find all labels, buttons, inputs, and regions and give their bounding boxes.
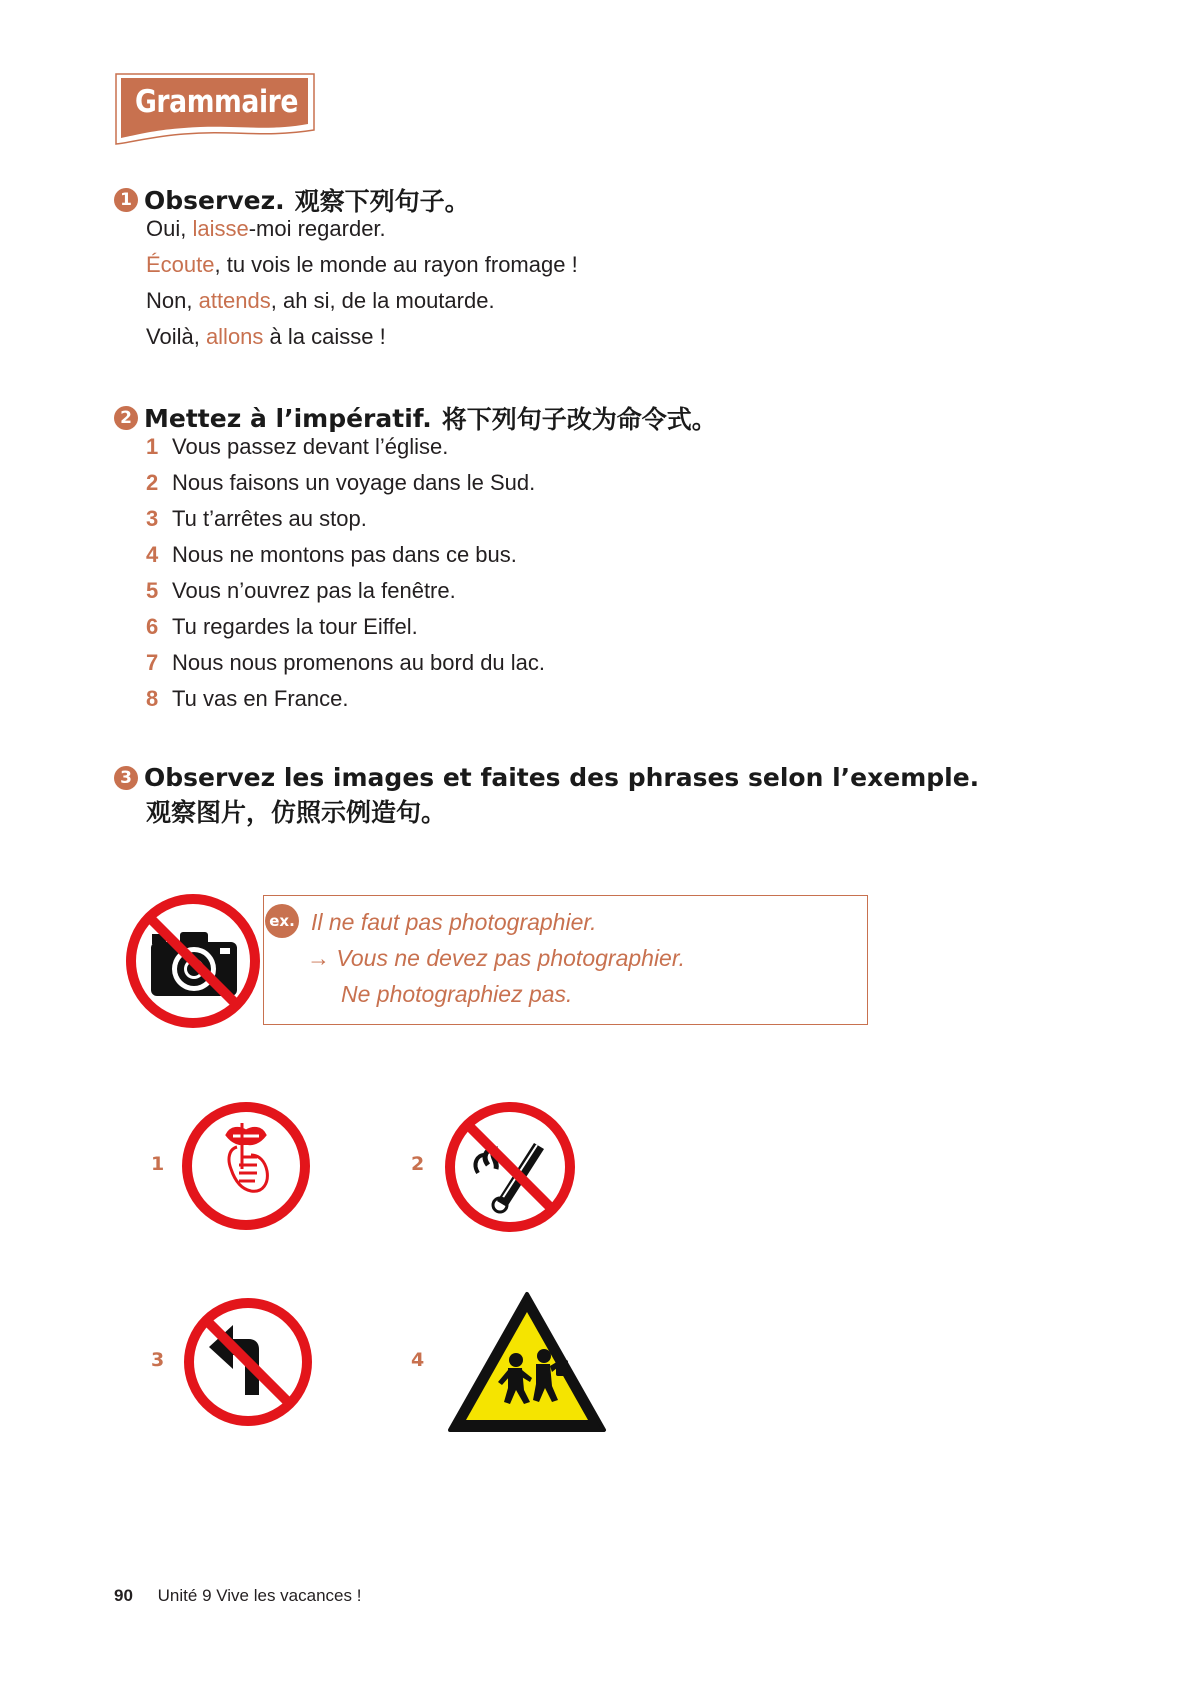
section-banner bbox=[114, 72, 319, 148]
highlighted-verb: Écoute bbox=[146, 252, 215, 277]
no-smoking-sign-icon bbox=[442, 1099, 578, 1235]
sentence: Voilà, allons à la caisse ! bbox=[146, 324, 386, 349]
list-item: 7 Nous nous promenons au bord du lac. bbox=[146, 650, 546, 675]
sentence: Non, attends, ah si, de la moutarde. bbox=[146, 288, 495, 313]
exercise-3-header bbox=[114, 763, 979, 792]
sign-label-3: 3 bbox=[151, 1349, 165, 1371]
highlighted-verb: laisse bbox=[192, 216, 249, 241]
sign-label-2: 2 bbox=[411, 1153, 425, 1175]
list-item: 1 Vous passez devant l’église. bbox=[146, 434, 449, 459]
sign-label-1: 1 bbox=[151, 1153, 165, 1175]
highlighted-verb: allons bbox=[205, 324, 264, 349]
exercise-title-cn: 观察下列句子。 bbox=[294, 187, 470, 216]
exercise-title-cn: 观察图片，仿照示例造句。 bbox=[146, 798, 447, 827]
unit-title: Unité 9 Vive les vacances ! bbox=[157, 1586, 362, 1605]
page-footer bbox=[114, 1586, 361, 1606]
exercise-title-cn: 将下列句子改为命令式。 bbox=[441, 405, 717, 434]
arrow-icon: → bbox=[307, 945, 330, 971]
exercise-2-list bbox=[146, 429, 545, 717]
example-line-3: Ne photographiez pas. bbox=[341, 981, 573, 1007]
exercise-title-fr: Observez les images et faites des phrases selon l’exemple. bbox=[144, 763, 980, 792]
exercise-title-fr: Observez. bbox=[144, 185, 285, 215]
list-item: 6 Tu regardes la tour Eiffel. bbox=[146, 614, 418, 639]
no-noise-sign-icon bbox=[179, 1099, 313, 1233]
sign-label-4: 4 bbox=[411, 1349, 425, 1371]
exercise-1-lines bbox=[146, 211, 578, 355]
page-number: 90 bbox=[114, 1586, 133, 1605]
exercise-number: 3 bbox=[114, 766, 138, 790]
list-item: 8 Tu vas en France. bbox=[146, 686, 349, 711]
exercise-number: 1 bbox=[114, 188, 138, 212]
exercise-title-fr: Mettez à l’impératif. bbox=[144, 403, 432, 433]
children-crossing-sign-icon bbox=[446, 1290, 608, 1434]
example-badge: ex. bbox=[265, 904, 299, 938]
list-item: 5 Vous n’ouvrez pas la fenêtre. bbox=[146, 578, 456, 603]
no-left-turn-sign-icon bbox=[181, 1295, 315, 1429]
list-item: 4 Nous ne montons pas dans ce bus. bbox=[146, 542, 517, 567]
list-item: 3 Tu t’arrêtes au stop. bbox=[146, 506, 367, 531]
example-line-1: Il ne faut pas photographier. bbox=[311, 909, 597, 935]
example-line-2: → Vous ne devez pas photographier. bbox=[307, 945, 686, 971]
highlighted-verb: attends bbox=[198, 288, 271, 313]
banner-title: Grammaire bbox=[134, 84, 299, 120]
exercise-number: 2 bbox=[114, 406, 138, 430]
sentence: Écoute, tu vois le monde au rayon fromage ! bbox=[146, 252, 578, 277]
no-photography-sign-icon bbox=[122, 890, 264, 1032]
sentence: Oui, laisse-moi regarder. bbox=[146, 216, 386, 241]
list-item: 2 Nous faisons un voyage dans le Sud. bbox=[146, 470, 536, 495]
